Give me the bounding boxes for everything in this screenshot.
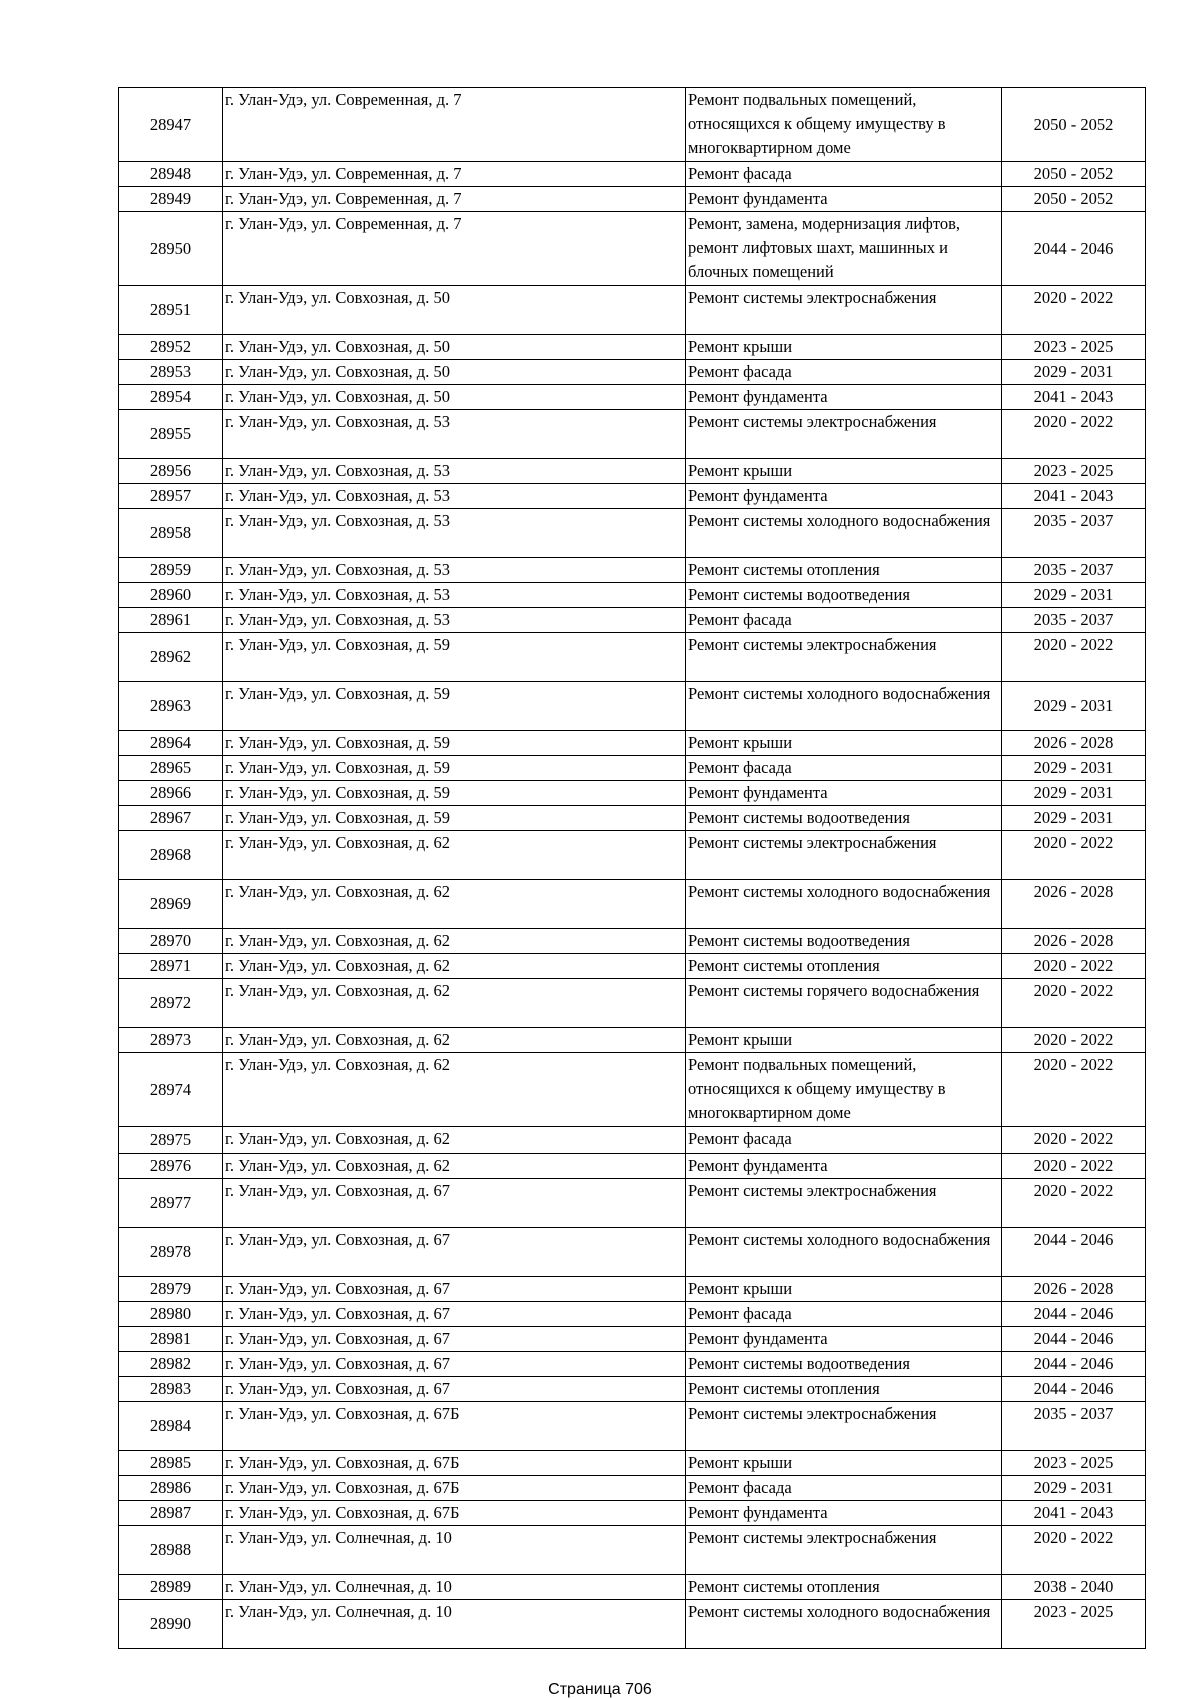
table-row bbox=[119, 360, 1146, 385]
table-row bbox=[119, 831, 1146, 880]
row-number-cell: 28986 bbox=[119, 1476, 223, 1501]
period-cell: 2020 - 2022 bbox=[1002, 954, 1146, 979]
work-type-cell: Ремонт фасада bbox=[686, 756, 1002, 781]
address-cell: г. Улан-Удэ, ул. Совхозная, д. 67Б bbox=[223, 1476, 686, 1501]
row-number-cell: 28961 bbox=[119, 608, 223, 633]
period-cell: 2026 - 2028 bbox=[1002, 1277, 1146, 1302]
address-cell: г. Улан-Удэ, ул. Солнечная, д. 10 bbox=[223, 1600, 686, 1649]
address-cell: г. Улан-Удэ, ул. Совхозная, д. 59 bbox=[223, 731, 686, 756]
table-row bbox=[119, 1600, 1146, 1649]
work-type-cell: Ремонт крыши bbox=[686, 459, 1002, 484]
period-cell: 2023 - 2025 bbox=[1002, 459, 1146, 484]
address-cell: г. Улан-Удэ, ул. Современная, д. 7 bbox=[223, 212, 686, 286]
work-type-cell: Ремонт системы водоотведения bbox=[686, 1352, 1002, 1377]
row-number-cell: 28979 bbox=[119, 1277, 223, 1302]
table-row bbox=[119, 385, 1146, 410]
table-row bbox=[119, 484, 1146, 509]
table-row bbox=[119, 335, 1146, 360]
repair-schedule-table bbox=[118, 87, 1146, 1649]
address-cell: г. Улан-Удэ, ул. Совхозная, д. 67 bbox=[223, 1228, 686, 1277]
period-cell: 2020 - 2022 bbox=[1002, 831, 1146, 880]
row-number-cell: 28960 bbox=[119, 583, 223, 608]
work-type-cell: Ремонт фасада bbox=[686, 608, 1002, 633]
period-cell: 2023 - 2025 bbox=[1002, 1451, 1146, 1476]
period-cell: 2020 - 2022 bbox=[1002, 1053, 1146, 1127]
address-cell: г. Улан-Удэ, ул. Современная, д. 7 bbox=[223, 88, 686, 162]
address-cell: г. Улан-Удэ, ул. Совхозная, д. 67 bbox=[223, 1327, 686, 1352]
period-cell: 2050 - 2052 bbox=[1002, 162, 1146, 187]
period-cell: 2029 - 2031 bbox=[1002, 360, 1146, 385]
address-cell: г. Улан-Удэ, ул. Солнечная, д. 10 bbox=[223, 1526, 686, 1575]
table-row bbox=[119, 410, 1146, 459]
table-row bbox=[119, 781, 1146, 806]
table-row bbox=[119, 509, 1146, 558]
table-row bbox=[119, 1575, 1146, 1600]
page-number: Страница 706 bbox=[548, 1681, 652, 1698]
work-type-cell: Ремонт системы электроснабжения bbox=[686, 1526, 1002, 1575]
row-number-cell: 28977 bbox=[119, 1179, 223, 1228]
address-cell: г. Улан-Удэ, ул. Совхозная, д. 53 bbox=[223, 484, 686, 509]
table-row bbox=[119, 633, 1146, 682]
address-cell: г. Улан-Удэ, ул. Совхозная, д. 62 bbox=[223, 1053, 686, 1127]
row-number-cell: 28955 bbox=[119, 410, 223, 459]
period-cell: 2029 - 2031 bbox=[1002, 781, 1146, 806]
table-row bbox=[119, 1053, 1146, 1127]
table-row bbox=[119, 880, 1146, 929]
row-number-cell: 28976 bbox=[119, 1154, 223, 1179]
table-row bbox=[119, 286, 1146, 335]
address-cell: г. Улан-Удэ, ул. Совхозная, д. 50 bbox=[223, 335, 686, 360]
period-cell: 2035 - 2037 bbox=[1002, 558, 1146, 583]
period-cell: 2026 - 2028 bbox=[1002, 929, 1146, 954]
table-row bbox=[119, 459, 1146, 484]
row-number-cell: 28951 bbox=[119, 286, 223, 335]
address-cell: г. Улан-Удэ, ул. Солнечная, д. 10 bbox=[223, 1575, 686, 1600]
period-cell: 2029 - 2031 bbox=[1002, 806, 1146, 831]
period-cell: 2020 - 2022 bbox=[1002, 286, 1146, 335]
address-cell: г. Улан-Удэ, ул. Совхозная, д. 53 bbox=[223, 410, 686, 459]
address-cell: г. Улан-Удэ, ул. Совхозная, д. 59 bbox=[223, 806, 686, 831]
table-row bbox=[119, 1402, 1146, 1451]
table-row bbox=[119, 1228, 1146, 1277]
address-cell: г. Улан-Удэ, ул. Совхозная, д. 50 bbox=[223, 360, 686, 385]
address-cell: г. Улан-Удэ, ул. Совхозная, д. 62 bbox=[223, 831, 686, 880]
period-cell: 2020 - 2022 bbox=[1002, 1179, 1146, 1228]
table-row bbox=[119, 929, 1146, 954]
row-number-cell: 28967 bbox=[119, 806, 223, 831]
row-number-cell: 28954 bbox=[119, 385, 223, 410]
work-type-cell: Ремонт системы холодного водоснабжения bbox=[686, 1600, 1002, 1649]
work-type-cell: Ремонт крыши bbox=[686, 335, 1002, 360]
period-cell: 2020 - 2022 bbox=[1002, 979, 1146, 1028]
address-cell: г. Улан-Удэ, ул. Совхозная, д. 53 bbox=[223, 459, 686, 484]
row-number-cell: 28980 bbox=[119, 1302, 223, 1327]
table-row bbox=[119, 806, 1146, 831]
table-row bbox=[119, 1154, 1146, 1179]
table-row bbox=[119, 162, 1146, 187]
table-row bbox=[119, 1476, 1146, 1501]
work-type-cell: Ремонт системы электроснабжения bbox=[686, 633, 1002, 682]
address-cell: г. Улан-Удэ, ул. Совхозная, д. 62 bbox=[223, 929, 686, 954]
row-number-cell: 28989 bbox=[119, 1575, 223, 1600]
row-number-cell: 28958 bbox=[119, 509, 223, 558]
work-type-cell: Ремонт системы электроснабжения bbox=[686, 410, 1002, 459]
address-cell: г. Улан-Удэ, ул. Совхозная, д. 62 bbox=[223, 1154, 686, 1179]
work-type-cell: Ремонт системы электроснабжения bbox=[686, 286, 1002, 335]
table-row bbox=[119, 979, 1146, 1028]
work-type-cell: Ремонт системы холодного водоснабжения bbox=[686, 682, 1002, 731]
table-row bbox=[119, 1302, 1146, 1327]
row-number-cell: 28968 bbox=[119, 831, 223, 880]
table-row bbox=[119, 954, 1146, 979]
period-cell: 2041 - 2043 bbox=[1002, 385, 1146, 410]
table-row bbox=[119, 1352, 1146, 1377]
row-number-cell: 28973 bbox=[119, 1028, 223, 1053]
address-cell: г. Улан-Удэ, ул. Совхозная, д. 67 bbox=[223, 1302, 686, 1327]
row-number-cell: 28956 bbox=[119, 459, 223, 484]
row-number-cell: 28947 bbox=[119, 88, 223, 162]
work-type-cell: Ремонт фасада bbox=[686, 360, 1002, 385]
row-number-cell: 28966 bbox=[119, 781, 223, 806]
period-cell: 2023 - 2025 bbox=[1002, 1600, 1146, 1649]
period-cell: 2035 - 2037 bbox=[1002, 1402, 1146, 1451]
work-type-cell: Ремонт фасада bbox=[686, 162, 1002, 187]
period-cell: 2041 - 2043 bbox=[1002, 1501, 1146, 1526]
row-number-cell: 28981 bbox=[119, 1327, 223, 1352]
table-row bbox=[119, 558, 1146, 583]
row-number-cell: 28984 bbox=[119, 1402, 223, 1451]
work-type-cell: Ремонт крыши bbox=[686, 1451, 1002, 1476]
address-cell: г. Улан-Удэ, ул. Совхозная, д. 67 bbox=[223, 1352, 686, 1377]
table-row bbox=[119, 731, 1146, 756]
table-row bbox=[119, 682, 1146, 731]
row-number-cell: 28972 bbox=[119, 979, 223, 1028]
work-type-cell: Ремонт фундамента bbox=[686, 1327, 1002, 1352]
row-number-cell: 28959 bbox=[119, 558, 223, 583]
work-type-cell: Ремонт системы отопления bbox=[686, 1377, 1002, 1402]
address-cell: г. Улан-Удэ, ул. Совхозная, д. 67 bbox=[223, 1277, 686, 1302]
period-cell: 2044 - 2046 bbox=[1002, 1302, 1146, 1327]
table-row bbox=[119, 1028, 1146, 1053]
work-type-cell: Ремонт фундамента bbox=[686, 1501, 1002, 1526]
work-type-cell: Ремонт крыши bbox=[686, 1277, 1002, 1302]
work-type-cell: Ремонт системы холодного водоснабжения bbox=[686, 880, 1002, 929]
row-number-cell: 28969 bbox=[119, 880, 223, 929]
period-cell: 2026 - 2028 bbox=[1002, 731, 1146, 756]
period-cell: 2044 - 2046 bbox=[1002, 1228, 1146, 1277]
row-number-cell: 28965 bbox=[119, 756, 223, 781]
period-cell: 2023 - 2025 bbox=[1002, 335, 1146, 360]
period-cell: 2029 - 2031 bbox=[1002, 583, 1146, 608]
period-cell: 2029 - 2031 bbox=[1002, 1476, 1146, 1501]
table-row bbox=[119, 608, 1146, 633]
period-cell: 2026 - 2028 bbox=[1002, 880, 1146, 929]
row-number-cell: 28982 bbox=[119, 1352, 223, 1377]
period-cell: 2050 - 2052 bbox=[1002, 187, 1146, 212]
work-type-cell: Ремонт, замена, модернизация лифтов, ремонт лифтовых шахт, машинных и блочных помещений bbox=[686, 212, 1002, 286]
work-type-cell: Ремонт системы отопления bbox=[686, 1575, 1002, 1600]
table-row bbox=[119, 1327, 1146, 1352]
row-number-cell: 28987 bbox=[119, 1501, 223, 1526]
address-cell: г. Улан-Удэ, ул. Совхозная, д. 62 bbox=[223, 880, 686, 929]
table-row bbox=[119, 1277, 1146, 1302]
row-number-cell: 28962 bbox=[119, 633, 223, 682]
row-number-cell: 28952 bbox=[119, 335, 223, 360]
row-number-cell: 28975 bbox=[119, 1127, 223, 1154]
row-number-cell: 28949 bbox=[119, 187, 223, 212]
address-cell: г. Улан-Удэ, ул. Современная, д. 7 bbox=[223, 162, 686, 187]
address-cell: г. Улан-Удэ, ул. Совхозная, д. 53 bbox=[223, 509, 686, 558]
work-type-cell: Ремонт подвальных помещений, относящихся к общему имуществу в многоквартирном доме bbox=[686, 88, 1002, 162]
row-number-cell: 28953 bbox=[119, 360, 223, 385]
row-number-cell: 28950 bbox=[119, 212, 223, 286]
period-cell: 2029 - 2031 bbox=[1002, 756, 1146, 781]
period-cell: 2020 - 2022 bbox=[1002, 1154, 1146, 1179]
row-number-cell: 28985 bbox=[119, 1451, 223, 1476]
work-type-cell: Ремонт системы водоотведения bbox=[686, 583, 1002, 608]
period-cell: 2038 - 2040 bbox=[1002, 1575, 1146, 1600]
period-cell: 2029 - 2031 bbox=[1002, 682, 1146, 731]
work-type-cell: Ремонт системы отопления bbox=[686, 954, 1002, 979]
address-cell: г. Улан-Удэ, ул. Совхозная, д. 59 bbox=[223, 781, 686, 806]
address-cell: г. Улан-Удэ, ул. Совхозная, д. 62 bbox=[223, 1127, 686, 1154]
address-cell: г. Улан-Удэ, ул. Современная, д. 7 bbox=[223, 187, 686, 212]
period-cell: 2020 - 2022 bbox=[1002, 1028, 1146, 1053]
row-number-cell: 28978 bbox=[119, 1228, 223, 1277]
table-row bbox=[119, 756, 1146, 781]
address-cell: г. Улан-Удэ, ул. Совхозная, д. 62 bbox=[223, 979, 686, 1028]
work-type-cell: Ремонт системы горячего водоснабжения bbox=[686, 979, 1002, 1028]
address-cell: г. Улан-Удэ, ул. Совхозная, д. 59 bbox=[223, 682, 686, 731]
work-type-cell: Ремонт системы водоотведения bbox=[686, 929, 1002, 954]
work-type-cell: Ремонт крыши bbox=[686, 1028, 1002, 1053]
address-cell: г. Улан-Удэ, ул. Совхозная, д. 53 bbox=[223, 558, 686, 583]
table-row bbox=[119, 1526, 1146, 1575]
work-type-cell: Ремонт фундамента bbox=[686, 781, 1002, 806]
period-cell: 2050 - 2052 bbox=[1002, 88, 1146, 162]
address-cell: г. Улан-Удэ, ул. Совхозная, д. 50 bbox=[223, 385, 686, 410]
address-cell: г. Улан-Удэ, ул. Совхозная, д. 59 bbox=[223, 633, 686, 682]
period-cell: 2044 - 2046 bbox=[1002, 212, 1146, 286]
table-row bbox=[119, 583, 1146, 608]
row-number-cell: 28971 bbox=[119, 954, 223, 979]
period-cell: 2044 - 2046 bbox=[1002, 1377, 1146, 1402]
work-type-cell: Ремонт системы электроснабжения bbox=[686, 1402, 1002, 1451]
row-number-cell: 28990 bbox=[119, 1600, 223, 1649]
work-type-cell: Ремонт системы холодного водоснабжения bbox=[686, 509, 1002, 558]
row-number-cell: 28974 bbox=[119, 1053, 223, 1127]
period-cell: 2044 - 2046 bbox=[1002, 1327, 1146, 1352]
period-cell: 2035 - 2037 bbox=[1002, 509, 1146, 558]
work-type-cell: Ремонт фундамента bbox=[686, 484, 1002, 509]
table-body bbox=[119, 88, 1146, 1649]
work-type-cell: Ремонт системы холодного водоснабжения bbox=[686, 1228, 1002, 1277]
work-type-cell: Ремонт фундамента bbox=[686, 187, 1002, 212]
work-type-cell: Ремонт фасада bbox=[686, 1476, 1002, 1501]
work-type-cell: Ремонт системы водоотведения bbox=[686, 806, 1002, 831]
address-cell: г. Улан-Удэ, ул. Совхозная, д. 67Б bbox=[223, 1451, 686, 1476]
work-type-cell: Ремонт фасада bbox=[686, 1302, 1002, 1327]
address-cell: г. Улан-Удэ, ул. Совхозная, д. 62 bbox=[223, 1028, 686, 1053]
address-cell: г. Улан-Удэ, ул. Совхозная, д. 53 bbox=[223, 608, 686, 633]
row-number-cell: 28948 bbox=[119, 162, 223, 187]
work-type-cell: Ремонт системы электроснабжения bbox=[686, 831, 1002, 880]
address-cell: г. Улан-Удэ, ул. Совхозная, д. 67 bbox=[223, 1179, 686, 1228]
table-row bbox=[119, 1501, 1146, 1526]
work-type-cell: Ремонт фасада bbox=[686, 1127, 1002, 1154]
table-row bbox=[119, 1451, 1146, 1476]
period-cell: 2020 - 2022 bbox=[1002, 633, 1146, 682]
table-row bbox=[119, 1179, 1146, 1228]
address-cell: г. Улан-Удэ, ул. Совхозная, д. 53 bbox=[223, 583, 686, 608]
period-cell: 2020 - 2022 bbox=[1002, 410, 1146, 459]
row-number-cell: 28983 bbox=[119, 1377, 223, 1402]
period-cell: 2035 - 2037 bbox=[1002, 608, 1146, 633]
table-row bbox=[119, 187, 1146, 212]
period-cell: 2020 - 2022 bbox=[1002, 1127, 1146, 1154]
row-number-cell: 28970 bbox=[119, 929, 223, 954]
work-type-cell: Ремонт фундамента bbox=[686, 1154, 1002, 1179]
work-type-cell: Ремонт подвальных помещений, относящихся к общему имуществу в многоквартирном доме bbox=[686, 1053, 1002, 1127]
period-cell: 2044 - 2046 bbox=[1002, 1352, 1146, 1377]
address-cell: г. Улан-Удэ, ул. Совхозная, д. 50 bbox=[223, 286, 686, 335]
table-row bbox=[119, 212, 1146, 286]
address-cell: г. Улан-Удэ, ул. Совхозная, д. 59 bbox=[223, 756, 686, 781]
row-number-cell: 28988 bbox=[119, 1526, 223, 1575]
address-cell: г. Улан-Удэ, ул. Совхозная, д. 67Б bbox=[223, 1402, 686, 1451]
address-cell: г. Улан-Удэ, ул. Совхозная, д. 67 bbox=[223, 1377, 686, 1402]
row-number-cell: 28963 bbox=[119, 682, 223, 731]
work-type-cell: Ремонт крыши bbox=[686, 731, 1002, 756]
work-type-cell: Ремонт системы электроснабжения bbox=[686, 1179, 1002, 1228]
row-number-cell: 28964 bbox=[119, 731, 223, 756]
address-cell: г. Улан-Удэ, ул. Совхозная, д. 62 bbox=[223, 954, 686, 979]
table-row bbox=[119, 1377, 1146, 1402]
period-cell: 2020 - 2022 bbox=[1002, 1526, 1146, 1575]
work-type-cell: Ремонт фундамента bbox=[686, 385, 1002, 410]
period-cell: 2041 - 2043 bbox=[1002, 484, 1146, 509]
table-row bbox=[119, 88, 1146, 162]
work-type-cell: Ремонт системы отопления bbox=[686, 558, 1002, 583]
table-row bbox=[119, 1127, 1146, 1154]
row-number-cell: 28957 bbox=[119, 484, 223, 509]
address-cell: г. Улан-Удэ, ул. Совхозная, д. 67Б bbox=[223, 1501, 686, 1526]
